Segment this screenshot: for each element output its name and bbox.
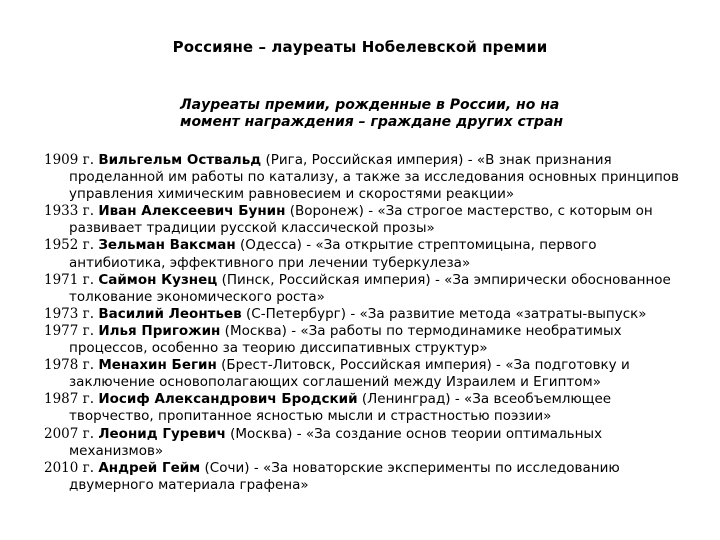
subtitle-line-1: Лауреаты премии, рожденные в России, но на: [180, 97, 560, 113]
laureate-year: 1987 г.: [44, 391, 95, 408]
laureate-name: Иван Алексеевич Бунин: [98, 203, 286, 220]
laureate-name: Василий Леонтьев: [98, 305, 242, 322]
laureate-place: (Москва): [230, 425, 293, 442]
laureate-item: [44, 237, 694, 271]
laureate-place: (С-Петербург): [246, 305, 347, 322]
laureate-year: 2010 г.: [44, 459, 95, 476]
laureate-reason: - «За работы по термодинамике необратимых процессов, особенно за теорию диссипативных структур»: [69, 322, 622, 357]
laureate-name: Андрей Гейм: [98, 459, 201, 476]
laureate-place: (Одесса): [240, 237, 302, 254]
laureate-name: Менахин Бегин: [98, 357, 217, 374]
laureate-reason: - «За развитие метода «затраты-выпуск»: [350, 305, 647, 322]
slide-title: Россияне – лауреаты Нобелевской премии: [172, 38, 548, 56]
laureate-year: 2007 г.: [44, 425, 95, 442]
laureate-item: [44, 357, 694, 391]
laureate-reason: - «За эмпирически обоснованное толкование экономического роста»: [69, 271, 671, 305]
laureate-reason: - «За новаторские эксперименты по исследованию двумерного материала графена»: [69, 459, 620, 493]
laureate-place: (Пинск, Российская империя): [221, 271, 431, 288]
laureate-name: Леонид Гуревич: [98, 425, 226, 442]
laureate-name: Саймон Кузнец: [98, 271, 218, 288]
laureate-name: Иосиф Александрович Бродский: [98, 391, 358, 408]
subtitle-line-2: момент награждения – граждане других стран: [180, 114, 564, 130]
laureate-reason: - «В знак признания проделанной им работы по катализу, а также за исследования основных принципов управления химическим равновесием и скоростями реакции»: [69, 152, 679, 203]
laureate-reason: - «За создание основ теории оптимальных механизмов»: [69, 425, 603, 459]
laureate-year: 1971 г.: [44, 271, 95, 288]
laureate-place: (Ленинград): [361, 391, 451, 408]
laureate-year: 1977 г.: [44, 322, 95, 339]
laureate-year: 1909 г.: [44, 152, 95, 168]
laureate-item: [44, 203, 694, 237]
laureate-list: [44, 152, 694, 494]
laureate-year: 1933 г.: [44, 203, 95, 220]
laureate-item: [44, 391, 694, 425]
laureate-item: [44, 323, 694, 357]
laureate-item: [44, 272, 694, 306]
laureate-reason: - «За подготовку и заключение основополагающих соглашений между Израилем и Египтом»: [69, 357, 630, 391]
laureate-year: 1952 г.: [44, 237, 95, 254]
laureate-place: (Воронеж): [289, 203, 364, 220]
laureate-year: 1978 г.: [44, 357, 95, 374]
laureate-item: [44, 152, 694, 203]
laureate-place: (Брест-Литовск, Российская империя): [221, 357, 492, 374]
laureate-place: (Рига, Российская империя): [265, 152, 464, 168]
laureate-item: [44, 306, 694, 323]
laureate-reason: - «За строгое мастерство, с которым он развивает традиции русской классической прозы»: [69, 203, 653, 237]
laureate-item: [44, 460, 694, 494]
laureate-reason: - «За всеобъемлющее творчество, пропитанное ясностью мысли и страстностью поэзии»: [69, 391, 612, 425]
laureate-place: (Москва): [224, 322, 287, 339]
laureate-name: Вильгельм Оствальд: [98, 152, 262, 168]
laureate-item: [44, 426, 694, 460]
laureate-reason: - «За открытие стрептомицына, первого антибиотика, эффективного при лечении туберкулеза»: [69, 237, 597, 271]
laureate-name: Илья Пригожин: [98, 322, 221, 339]
laureate-year: 1973 г.: [44, 305, 95, 322]
laureate-place: (Сочи): [204, 459, 250, 476]
subtitle: [180, 97, 600, 131]
laureate-name: Зельман Ваксман: [98, 237, 236, 254]
